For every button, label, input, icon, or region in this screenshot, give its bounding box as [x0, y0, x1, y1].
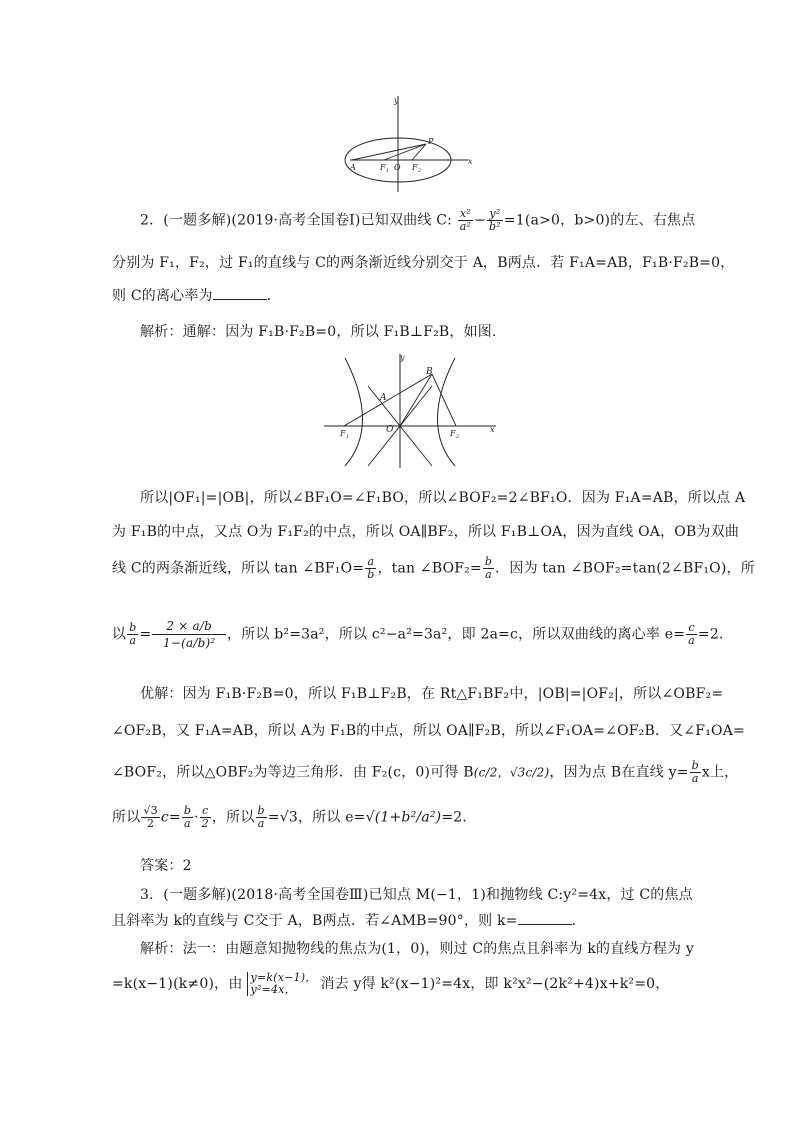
segment-AP: [352, 144, 426, 160]
x-label: x: [490, 425, 495, 434]
fraction-b-a: $\frac{b}{a}$: [691, 759, 699, 785]
point-B-coordinates: (c/2，√3c/2): [473, 765, 550, 780]
solution3-line2: =k(x−1)(k≠0)，由 y=k(x−1)， y²=4x， 消去 y得 k²(x−1)²=4x，即 k²x²−(2k²+4)x+k²=0，: [112, 971, 670, 996]
problem2-question: 则 C的离心率为: [112, 288, 213, 304]
label-F1-sub: 1: [386, 168, 390, 174]
equation-system: y=k(x−1)， y²=4x，: [247, 972, 317, 996]
fraction-c-2: $\frac{c}{2}$: [201, 804, 209, 830]
label-O: O: [394, 163, 401, 172]
problem2-text: 2．(一题多解)(2019·高考全国卷Ⅰ)已知双曲线 C:: [140, 212, 453, 229]
sqrt-expression: √(1+b²/a²): [365, 809, 442, 826]
label-O: O: [386, 425, 394, 435]
fraction-c-a: $\frac{c}{a}$: [688, 621, 695, 647]
answer-blank: [213, 287, 267, 300]
label-B: B: [426, 367, 433, 377]
solution2-line1: 解析：通解：因为 F₁B·F₂B=0，所以 F₁B⊥F₂B，如图．: [140, 324, 507, 340]
problem2-text-cont: =1(a>0，b>0)的左、右焦点: [503, 212, 696, 229]
hyperbola-left-branch: [345, 358, 363, 466]
problem2-line2: 分别为 F₁，F₂，过 F₁的直线与 C的两条渐近线分别交于 A，B两点．若 F₁A=AB，F₁B·F₂B=0，: [112, 255, 735, 271]
minus-sign: −: [474, 212, 487, 229]
solution2-alt-line1: 优解：因为 F₁B·F₂B=0，所以 F₁B⊥F₂B，在 Rt△F₁BF₂中，|OB|=|OF₂|，所以∠OBF₂=: [140, 686, 724, 702]
hyperbola-figure: [320, 350, 500, 470]
problem2-line1: [140, 208, 695, 233]
fraction-y2-b2: $\frac{\text{y²}}{\text{b²}}$: [489, 207, 501, 233]
solution2-alt-line2: ∠OF₂B，又 F₁A=AB，所以 A为 F₁B的中点，所以 OA∥F₂B，所以∠F₁OA=∠OF₂B．又∠F₁OA=: [112, 723, 745, 739]
fraction-a-b: $\frac{a}{b}$: [367, 555, 375, 581]
solution2-line2: 所以|OF₁|=|OB|，所以∠BF₁O=∠F₁BO，所以∠BOF₂=2∠BF₁O．因为 F₁A=AB，所以点 A: [140, 490, 746, 506]
fraction-b-a: $\frac{b}{a}$: [129, 621, 137, 647]
y-label: y: [394, 96, 399, 105]
label-F1: F: [380, 163, 386, 172]
problem3-line2: 且斜率为 k的直线与 C交于 A，B两点．若∠AMB=90°，则 k= ．: [112, 913, 586, 929]
fraction-b-a: $\frac{b}{a}$: [183, 804, 192, 830]
hyperbola-right-branch: [438, 358, 456, 466]
problem3-line1: 3．(一题多解)(2018·高考全国卷Ⅲ)已知点 M(−1，1)和抛物线 C:y²=4x，过 C的焦点: [140, 887, 693, 903]
label-F1: F: [340, 429, 346, 438]
segment-F1B: [344, 374, 432, 426]
answer-blank: [518, 912, 572, 925]
solution3-line1: 解析：法一：由题意知抛物线的焦点为(1，0)，则过 C的焦点且斜率为 k的直线方程为 y: [140, 941, 694, 957]
solution2-line4: 线 C的两条渐近线，所以 tan ∠BF₁O= $\frac{a}{b}$ ，tan ∠BOF₂= $\frac{b}{a}$ ．因为 tan ∠BOF₂=tan(2∠BF₁O)，所: [112, 555, 755, 581]
label-F2: F: [412, 163, 418, 172]
solution2-line3: 为 F₁B的中点，又点 O为 F₁F₂的中点，所以 OA∥BF₂，所以 F₁B⊥OA，因为直线 OA，OB为双曲: [112, 524, 740, 540]
period: ．: [266, 288, 281, 304]
label-A: A: [380, 393, 387, 403]
fraction-sqrt3-2: $\frac{√3}{2}$: [143, 804, 158, 830]
answer-2: 答案：2: [140, 858, 192, 874]
label-F2-sub: 2: [456, 434, 460, 440]
segment-OB: [400, 374, 432, 426]
problem2-line3: [112, 287, 281, 305]
segment-BF2: [432, 374, 456, 426]
fraction-x2-a2: $\frac{\text{x²}}{\text{a²}}$: [459, 207, 472, 233]
label-F1-sub: 1: [346, 434, 350, 440]
solution2-line5: 以 $\frac{b}{a}$ = $\frac{2 \times a/b}{\text{1−(a/b)²}}$ ，所以 b²=3a²，所以 c²−a²=3a²，即 2a=c，所以双曲线的离心率 e= $\frac{c}{a}$ =2．: [112, 619, 734, 650]
label-P: P: [428, 137, 434, 146]
solution2-alt-line4: 所以 $\frac{√3}{2}$ c= $\frac{b}{a}$ · $\frac{c}{2}$ ，所以 $\frac{b}{a}$ =√3，所以 e=√(1+b²/a²)=2．: [112, 804, 477, 830]
ellipse-figure: [340, 92, 480, 197]
x-label: x: [468, 157, 473, 166]
label-F2-sub: 2: [418, 168, 422, 174]
label-A: A: [350, 163, 356, 172]
label-F2: F: [450, 429, 456, 438]
fraction-b-a: $\frac{b}{a}$: [484, 555, 493, 581]
fraction-tan-double-angle: $\frac{2 \times a/b}{\text{1−(a/b)²}}$: [152, 618, 226, 651]
fraction-b-a: $\frac{b}{a}$: [257, 804, 265, 830]
solution2-alt-line3: ∠BOF₂，所以△OBF₂为等边三角形．由 F₂(c，0)可得 B(c/2，√3c/2)，因为点 B在直线 y= $\frac{b}{a}$ x上，: [112, 759, 739, 785]
y-label: y: [400, 353, 405, 362]
